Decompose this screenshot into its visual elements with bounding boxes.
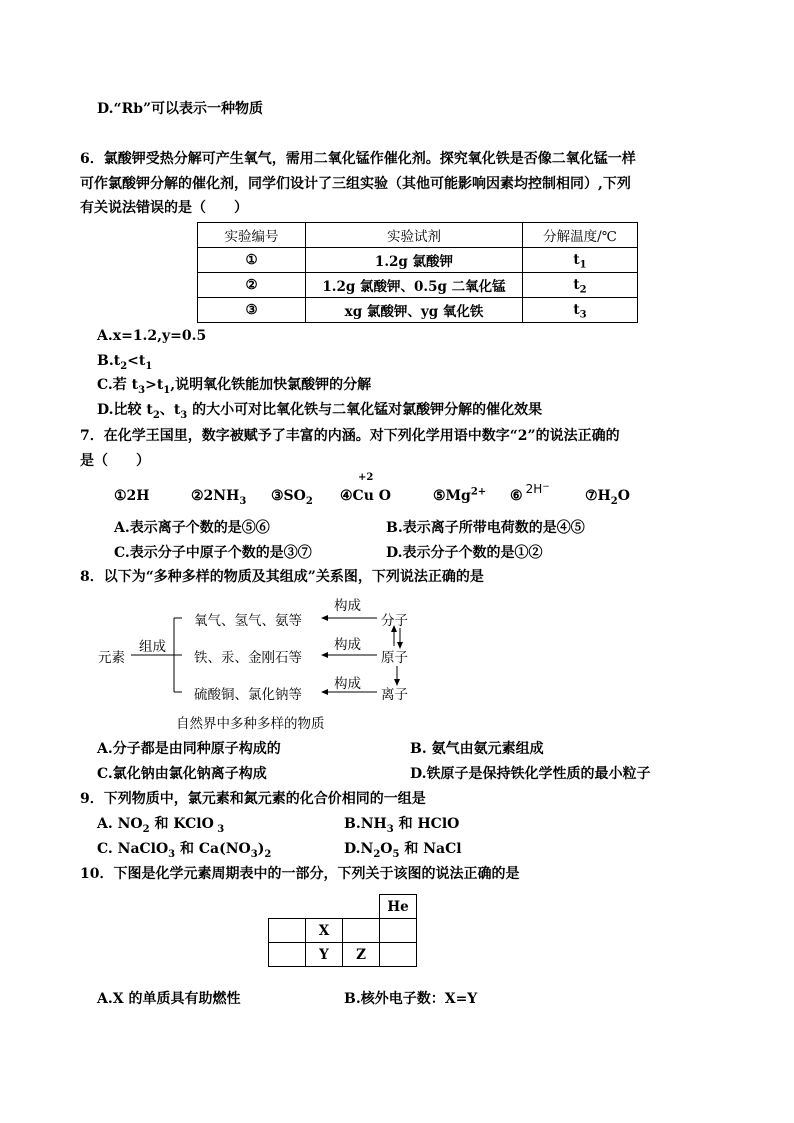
table-cell (523, 273, 638, 298)
subscript: 2 (152, 409, 160, 421)
diagram-group-atomic: 铁、汞、金刚石等 (194, 650, 302, 666)
subscript: 3 (386, 823, 394, 835)
empty-cell (343, 919, 380, 943)
q6-stem-line3: 有关说法错误的是（ ） (80, 200, 248, 216)
subscript: 2 (120, 360, 128, 372)
text: <t (127, 353, 146, 369)
q7-item-2 (191, 486, 246, 506)
diagram-atom: 原子 (381, 650, 408, 666)
q6-option-a: A.x=1.2,y=0.5 (97, 328, 207, 344)
ion-symbol: 2H (525, 482, 543, 496)
diagram-element: 元素 (98, 650, 125, 666)
q8-option-a: A.分子都是由同种原子构成的 (97, 741, 281, 757)
subscript: 3 (180, 409, 188, 421)
table-cell: ③ (198, 298, 306, 323)
q6-experiment-table (197, 222, 638, 323)
temp-subscript: 2 (579, 284, 587, 296)
q7-stem-line2: 是（ ） (80, 453, 150, 469)
q7-option-a: A.表示离子个数的是⑤⑥ (114, 520, 270, 536)
temp-symbol: t (573, 277, 580, 293)
table-row (269, 895, 417, 919)
text: 和 Ca(NO (175, 841, 251, 857)
q9-option-c (97, 839, 271, 859)
q7-option-c: C.表示分子中原子个数的是③⑦ (114, 545, 312, 561)
table-cell (523, 248, 638, 273)
subscript: 2 (305, 495, 313, 507)
q9-stem: 9．下列物质中，氯元素和氮元素的化合价相同的一组是 (80, 791, 426, 807)
text: O (617, 488, 630, 504)
header-cell: 分解温度/℃ (523, 223, 638, 248)
table-cell: ② (198, 273, 306, 298)
diagram-constitute-label-2: 构成 (334, 637, 361, 653)
header-cell: 实验编号 (198, 223, 306, 248)
table-row (269, 943, 417, 967)
element-z-cell: Z (343, 943, 380, 967)
text: ⑤Mg (433, 488, 471, 504)
text: ,说明氧化铁能加快氯酸钾的分解 (170, 377, 372, 393)
subscript: 3 (250, 848, 258, 860)
diagram-caption: 自然界中多种多样的物质 (176, 716, 325, 732)
table-row (198, 298, 638, 323)
empty-cell (343, 895, 380, 919)
text: ⑥ (510, 488, 523, 504)
q10-option-a: A.X 的单质具有助燃性 (97, 991, 241, 1007)
text: B.t (97, 353, 121, 369)
text: A. NO (97, 816, 143, 832)
superscript: − (542, 482, 550, 492)
text: ⑦H (585, 488, 611, 504)
q7-item-4-valence: +2 (358, 472, 374, 483)
q7-item-4: ④Cu O (340, 488, 391, 504)
diagram-group-molecular: 氧气、氢气、氨等 (194, 613, 302, 629)
text: B.NH (344, 816, 387, 832)
table-cell: ① (198, 248, 306, 273)
text: 、t (159, 402, 181, 418)
q9-option-a (97, 814, 224, 834)
q6-stem-line2: 可作氯酸钾分解的催化剂，同学们设计了三组实验（其他可能影响因素均控制相同）,下列 (80, 176, 631, 192)
q9-option-d (344, 839, 462, 859)
text: 的大小可对比氧化铁与二氧化锰对氯酸钾分解的催化效果 (187, 402, 543, 418)
text: ③SO (271, 488, 306, 504)
diagram-constitute-label-1: 构成 (334, 598, 361, 614)
text: 和 KClO (149, 816, 214, 832)
text: D.N (344, 841, 374, 857)
q6-option-d (97, 400, 542, 420)
q8-option-c: C.氯化钠由氯化钠离子构成 (97, 766, 267, 782)
superscript: 2+ (470, 486, 487, 498)
q10-periodic-table-fragment (268, 894, 417, 967)
text: C.若 t (97, 377, 139, 393)
q5-option-d: D.“Rb”可以表示一种物质 (97, 101, 264, 117)
q9-option-b (344, 814, 459, 834)
text: ②2NH (191, 488, 240, 504)
text: C. NaClO (97, 841, 169, 857)
q8-relationship-diagram (96, 590, 426, 736)
q7-stem-line1: 7．在化学王国里，数字被赋予了丰富的内涵。对下列化学用语中数字“2”的说法正确的 (80, 428, 620, 444)
element-he-cell: He (380, 895, 417, 919)
text: D.比较 t (97, 402, 153, 418)
subscript: 2 (373, 848, 381, 860)
subscript: 1 (163, 384, 171, 396)
diagram-ion: 离子 (381, 687, 408, 703)
empty-cell (380, 919, 417, 943)
temp-subscript: 3 (579, 309, 587, 321)
q7-option-d: D.表示分子个数的是①② (386, 545, 543, 561)
subscript: 2 (610, 495, 618, 507)
temp-symbol: t (573, 302, 580, 318)
diagram-group-ionic: 硫酸铜、氯化钠等 (194, 687, 302, 703)
diagram-compose-label: 组成 (139, 639, 166, 655)
text: 和 NaCl (399, 841, 462, 857)
subscript: 1 (145, 360, 153, 372)
empty-cell (269, 919, 306, 943)
q10-option-b: B.核外电子数：X=Y (344, 991, 478, 1007)
subscript: 3 (213, 823, 225, 835)
temp-symbol: t (573, 252, 580, 268)
element-y-cell: Y (306, 943, 343, 967)
table-cell: 1.2g 氯酸钾 (306, 248, 523, 273)
subscript: 5 (392, 848, 400, 860)
empty-cell (269, 943, 306, 967)
q10-stem: 10．下图是化学元素周期表中的一部分，下列关于该图的说法正确的是 (80, 866, 520, 882)
empty-cell (380, 943, 417, 967)
q6-option-b (97, 351, 152, 371)
text: >t (145, 377, 164, 393)
subscript: 3 (138, 384, 146, 396)
q8-stem: 8．以下为“多种多样的物质及其组成”关系图，下列说法正确的是 (80, 569, 484, 585)
table-cell: xg 氯酸钾、yg 氧化铁 (306, 298, 523, 323)
diagram-molecule: 分子 (381, 613, 408, 629)
text: 和 HClO (393, 816, 460, 832)
q7-item-7 (585, 486, 630, 506)
table-cell: 1.2g 氯酸钾、0.5g 二氧化锰 (306, 273, 523, 298)
table-cell (523, 298, 638, 323)
table-row (198, 273, 638, 298)
q6-stem-line1: 6．氯酸钾受热分解可产生氧气，需用二氧化锰作催化剂。探究氧化铁是否像二氧化锰一样 (80, 151, 636, 167)
diagram-constitute-label-3: 构成 (334, 676, 361, 692)
subscript: 2 (264, 848, 272, 860)
empty-cell (306, 895, 343, 919)
q8-option-b: B. 氨气由氨元素组成 (410, 741, 544, 757)
element-x-cell: X (306, 919, 343, 943)
header-cell: 实验试剂 (306, 223, 523, 248)
subscript: 3 (168, 848, 176, 860)
table-header-row (198, 223, 638, 248)
subscript: 3 (239, 495, 247, 507)
q6-option-c (97, 375, 371, 395)
q7-item-3 (271, 486, 313, 506)
text: ) (257, 841, 265, 857)
q7-option-b: B.表示离子所带电荷数的是④⑤ (386, 520, 585, 536)
q7-item-6 (510, 482, 550, 508)
text: O (380, 841, 393, 857)
q7-item-1: ①2H (114, 488, 150, 504)
empty-cell (269, 895, 306, 919)
q8-option-d: D.铁原子是保持铁化学性质的最小粒子 (410, 766, 651, 782)
temp-subscript: 1 (579, 259, 587, 271)
table-row (269, 919, 417, 943)
q7-item-5 (433, 486, 486, 506)
subscript: 2 (142, 823, 150, 835)
table-row (198, 248, 638, 273)
